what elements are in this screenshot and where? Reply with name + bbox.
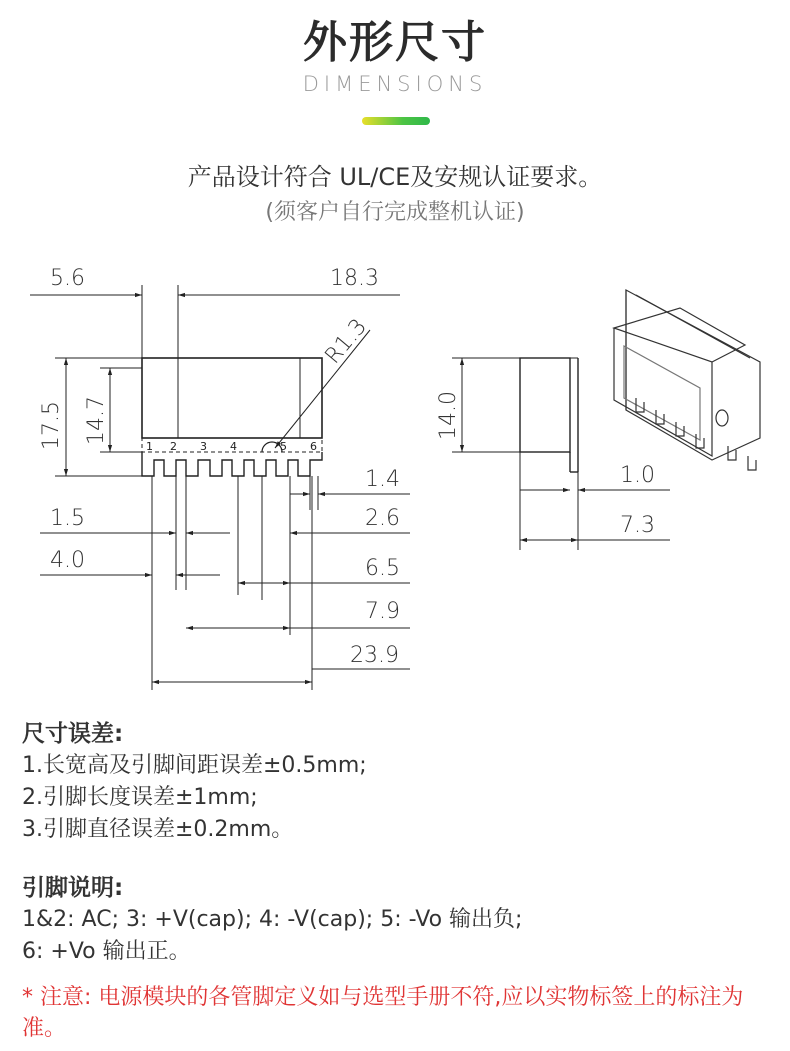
dim-label: 18.3 xyxy=(330,266,379,291)
page-title: 外形尺寸 xyxy=(303,17,487,68)
dim-label: 14.7 xyxy=(84,396,109,445)
dim-label: 14.0 xyxy=(436,391,461,440)
dim-label: 4.0 xyxy=(50,548,85,573)
pin-label: 2 xyxy=(170,440,177,453)
tolerance-section xyxy=(22,718,772,846)
dim-label: 1.0 xyxy=(620,463,655,488)
pin-description-heading: 引脚说明: xyxy=(22,875,124,901)
warning-note: * 注意: 电源模块的各管脚定义如与选型手册不符,应以实物标签上的标注为准。 xyxy=(22,985,744,1041)
dim-label: 7.3 xyxy=(620,513,655,538)
tolerance-heading: 尺寸误差: xyxy=(22,721,124,747)
pin-label: 3 xyxy=(200,440,207,453)
dim-label: 7.9 xyxy=(365,599,400,624)
intro-line-1: 产品设计符合 UL/CE及安规认证要求。 xyxy=(187,163,603,191)
intro-line-2: (须客户自行完成整机认证) xyxy=(265,200,525,225)
dim-label: 5.6 xyxy=(50,266,85,291)
pin-description-section xyxy=(22,872,772,968)
dim-label: 17.5 xyxy=(39,401,64,450)
dim-label: 1.4 xyxy=(365,467,400,492)
accent-bar xyxy=(362,117,430,125)
pin-label: 6 xyxy=(310,440,317,453)
dim-label: 6.5 xyxy=(365,556,400,581)
page-subtitle: DIMENSIONS xyxy=(302,72,488,96)
pin-label: 5 xyxy=(280,440,287,453)
tolerance-line: 2.引脚长度误差±1mm; xyxy=(22,785,258,810)
pin-label: 4 xyxy=(230,440,237,453)
pin-description-line: 6: +Vo 输出正。 xyxy=(22,939,191,964)
pin-label: 1 xyxy=(146,440,153,453)
dim-label: 2.6 xyxy=(365,506,400,531)
pin-description-line: 1&2: AC; 3: +V(cap); 4: -V(cap); 5: -Vo 输出负; xyxy=(22,907,523,932)
dim-label: 1.5 xyxy=(50,506,85,531)
dimension-drawing xyxy=(0,250,790,700)
dim-label: 23.9 xyxy=(350,643,399,668)
tolerance-line: 3.引脚直径误差±0.2mm。 xyxy=(22,817,294,842)
dim-label: R1.3 xyxy=(320,314,372,369)
tolerance-line: 1.长宽高及引脚间距误差±0.5mm; xyxy=(22,753,367,778)
